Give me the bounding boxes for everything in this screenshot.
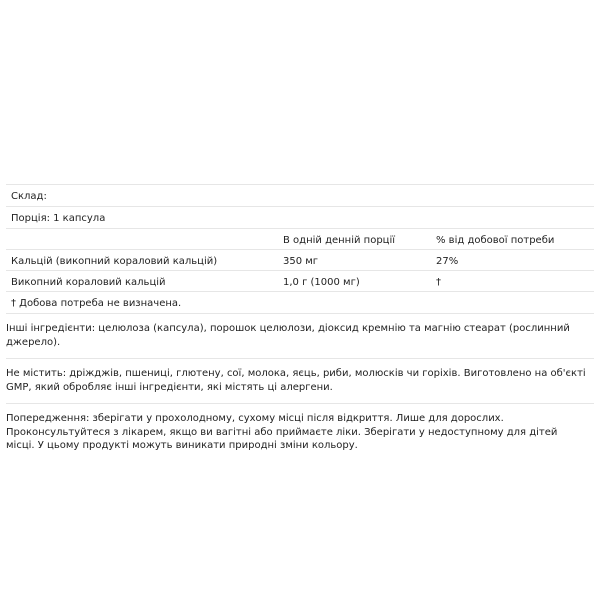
table-header-row bbox=[6, 228, 594, 249]
footnote-row bbox=[6, 291, 594, 313]
allergen-free-block bbox=[6, 358, 594, 403]
ingredient-name: Кальцій (викопний кораловий кальцій) bbox=[11, 256, 218, 267]
other-ingredients-block bbox=[6, 313, 594, 358]
ingredient-name: Викопний кораловий кальцій bbox=[11, 277, 166, 288]
ingredient-amount: 350 мг bbox=[283, 256, 319, 267]
other-ingredients-text: Інші інгредієнти: целюлоза (капсула), порошок целюлози, діоксид кремнію та магнію стеарат (рослинний джерело). bbox=[6, 323, 570, 348]
ingredient-percent: † bbox=[436, 277, 441, 288]
header-col-percent: % від добової потреби bbox=[436, 235, 555, 246]
allergen-free-text: Не містить: дріжджів, пшениці, глютену, сої, молока, яєць, риби, молюсків чи горіхів. Виготовлено на об'єкті GMP, який обробляє інші інгредієнти, які містять ці алергени. bbox=[6, 368, 586, 393]
ingredient-amount: 1,0 г (1000 мг) bbox=[283, 277, 360, 288]
table-row bbox=[6, 249, 594, 270]
table-row bbox=[6, 270, 594, 291]
supplement-facts-panel bbox=[6, 184, 594, 462]
header-col-amount: В одній денній порції bbox=[283, 235, 396, 246]
daily-value-footnote: † Добова потреба не визначена. bbox=[11, 298, 182, 309]
ingredient-percent: 27% bbox=[436, 256, 459, 267]
composition-heading: Склад: bbox=[11, 191, 47, 202]
warning-block bbox=[6, 403, 594, 462]
serving-size-row bbox=[6, 206, 594, 228]
serving-size: Порція: 1 капсула bbox=[11, 213, 106, 224]
composition-heading-row bbox=[6, 184, 594, 206]
warning-text: Попередження: зберігати у прохолодному, сухому місці після відкриття. Лише для дорослих. Проконсультуйтеся з лікарем, якщо ви вагітні або приймаєте ліки. Зберігати у недоступному для дітей місці. У цьому продукті можуть виникати природні зміни кольору. bbox=[6, 413, 558, 451]
